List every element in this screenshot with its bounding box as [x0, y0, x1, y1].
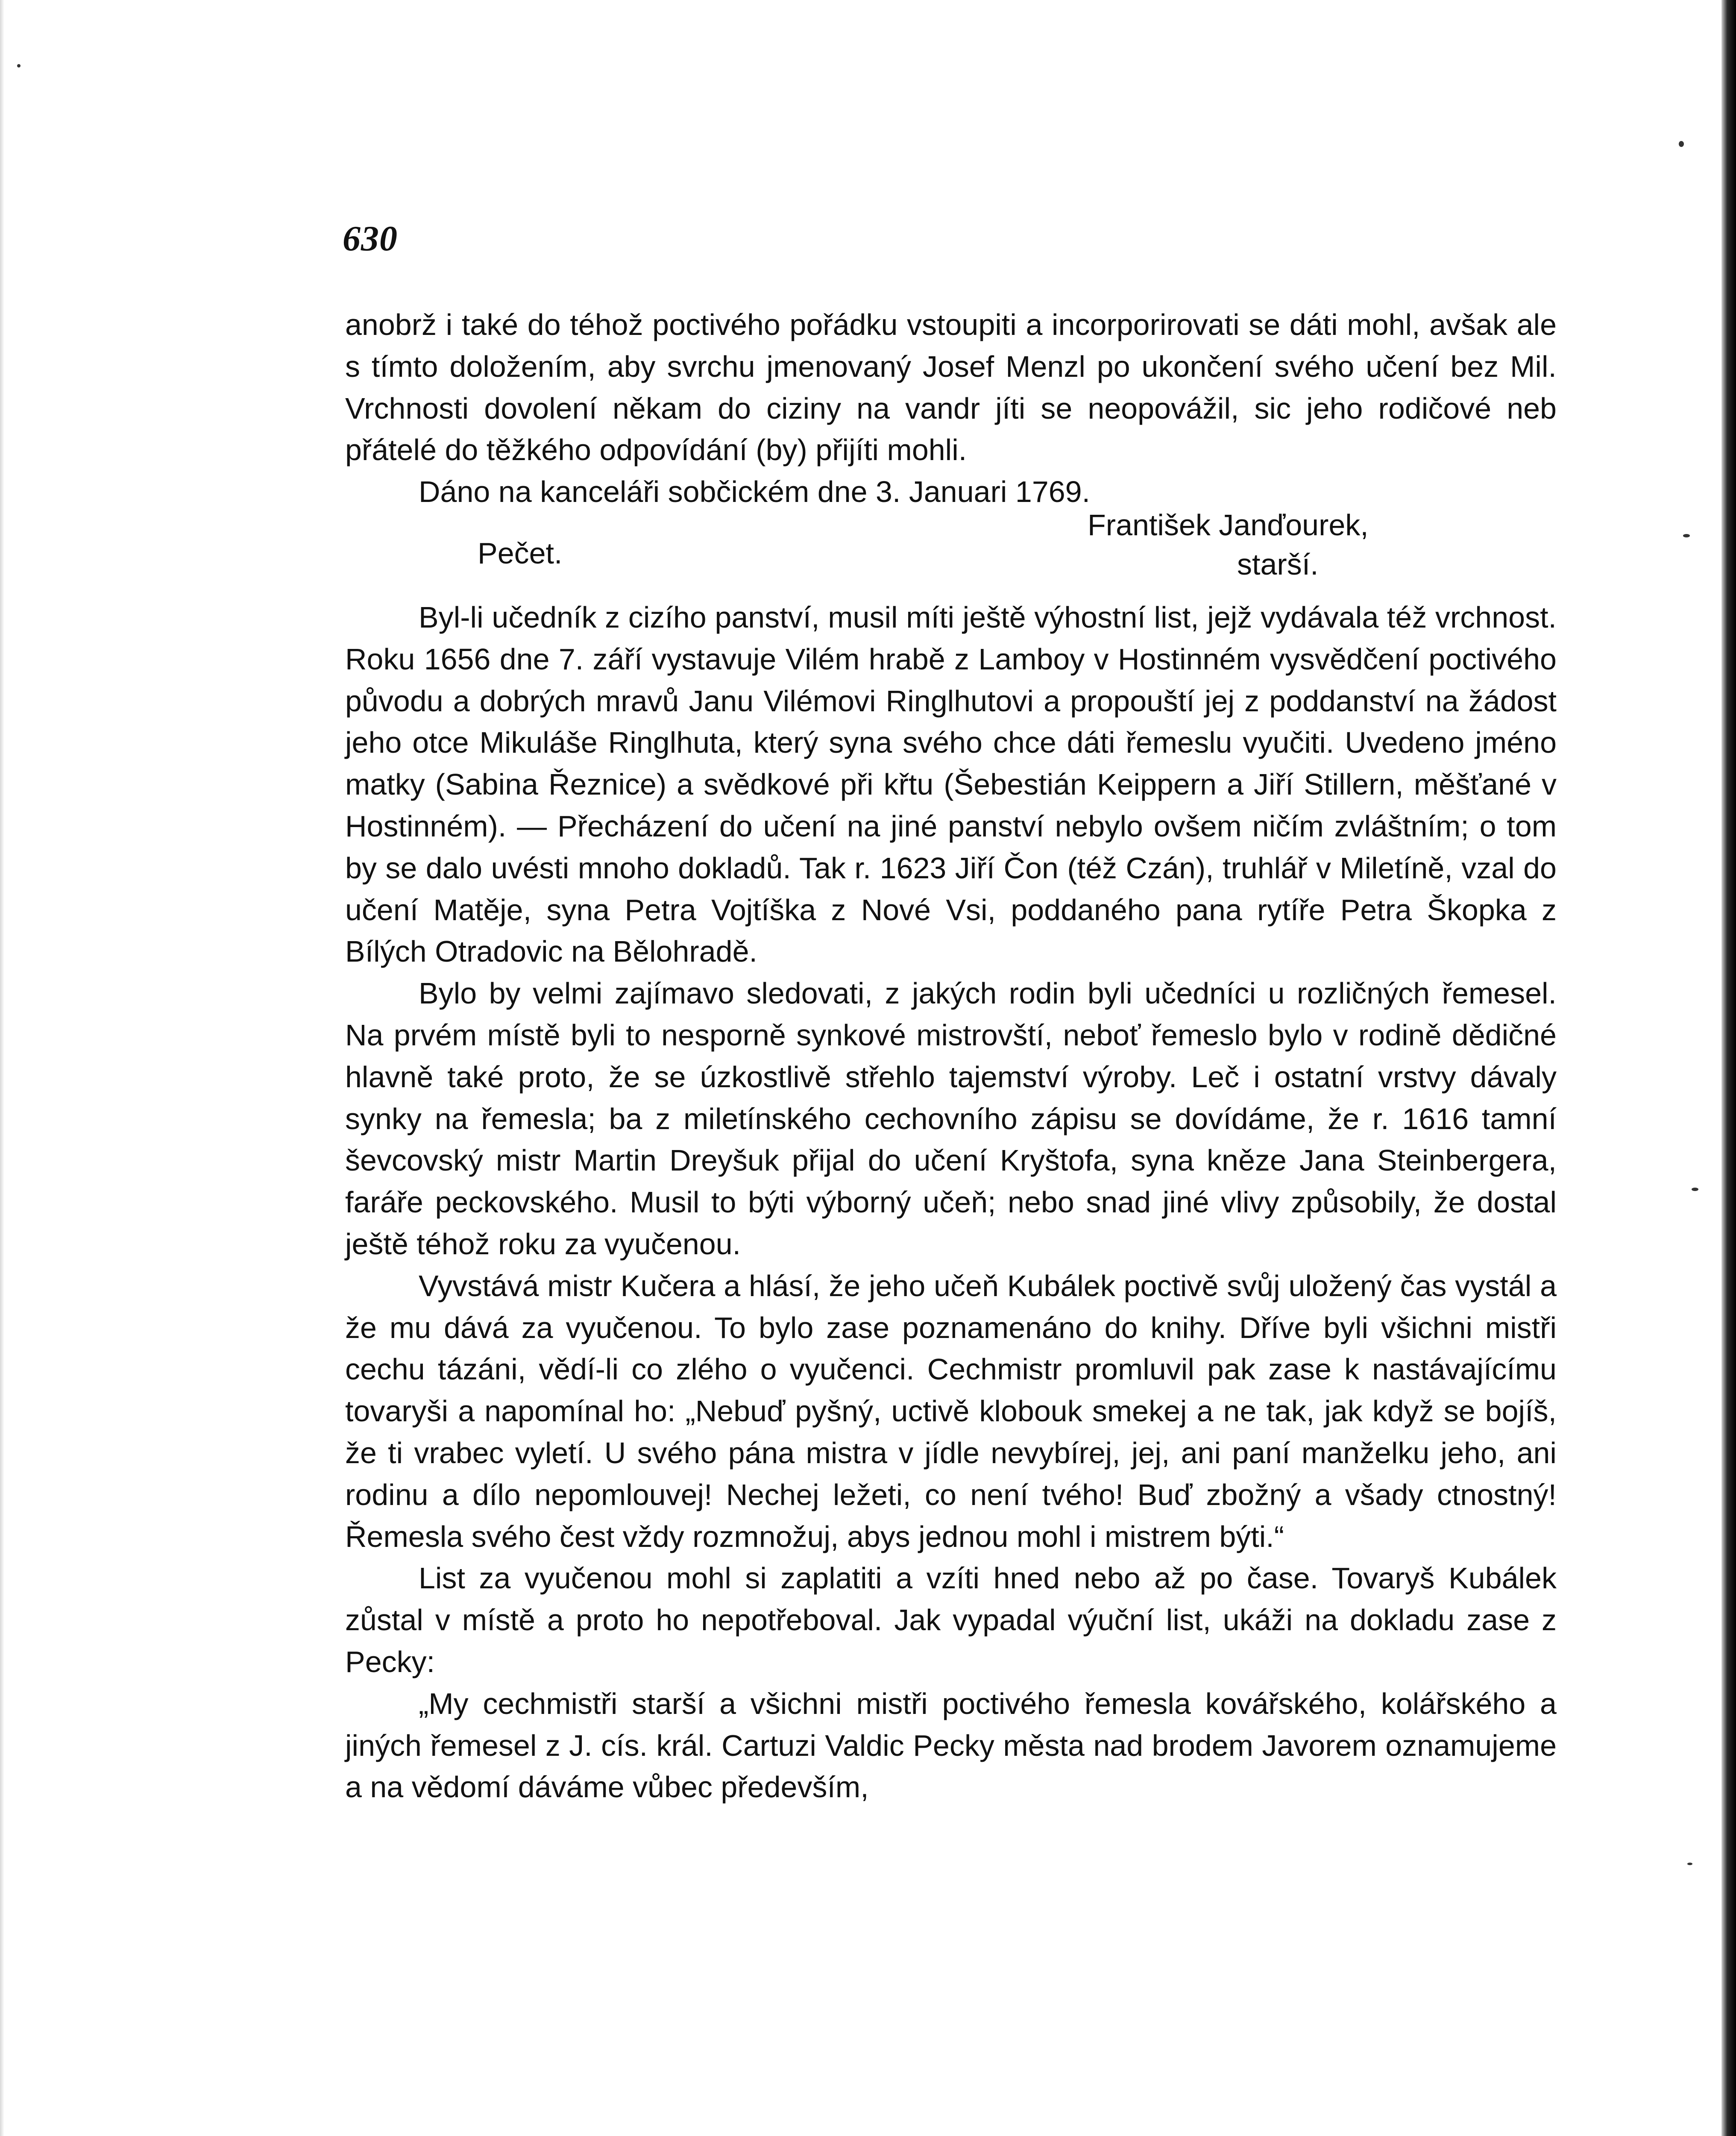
signatory-name: František Janďourek, — [1088, 508, 1369, 542]
seal-label: Pečet. — [478, 536, 563, 570]
scan-right-edge — [1721, 0, 1736, 2136]
paragraph-7: „My cechmistři starší a všichni mistři poctivého řemesla kovářského, kolářského a jiných řemesel z J. cís. král. Cartuzi Valdic Pecky města nad brodem Javorem oznamujeme a na vědomí dáváme vůbec především, — [345, 1687, 1557, 1804]
paragraph-4: Bylo by velmi zajímavo sledovati, z jakých rodin byli učedníci u rozličných řemesel. Na prvém místě byli to nesporně synkové mistrovští, neboť řemeslo bylo v rodině dědičné hlavně také proto, že se úzkostlivě střehlo tajemství výroby. Leč i ostatní vrstvy dávaly synky na řemesla; ba z miletínského cechovního zápisu se dovídáme, že r. 1616 tamní ševcovský mistr Martin Dreyšuk přijal do učení Kryštofa, syna kněze Jana Steinbergera, faráře peckovského. Musil to býti výborný učeň; nebo snad jiné vlivy způsobily, že dostal ještě téhož roku za vyučenou. — [345, 977, 1557, 1261]
scan-speck — [1679, 141, 1684, 147]
signature-block — [345, 508, 1557, 597]
scan-speck — [1687, 1863, 1692, 1865]
paragraph-6: List za vyučenou mohl si zaplatiti a vzíti hned nebo až po čase. Tovaryš Kubálek zůstal v místě a proto ho nepotřeboval. Jak vypadal výuční list, ukáži na dokladu zase z Pecky: — [345, 1561, 1557, 1678]
body-text — [345, 304, 1557, 1808]
paragraph-3: Byl-li učedník z cizího panství, musil míti ještě výhostní list, jejž vydávala též vrchnost. Roku 1656 dne 7. září vystavuje Vilém hrabě z Lamboy v Hostinném vysvědčení poctivého původu a dobrých mravů Janu Vilémovi Ringlhutovi a propouští jej z poddanství na žádost jeho otce Mikuláše Ringlhuta, který syna svého chce dáti řemeslu vyučiti. Uvedeno jméno matky (Sabina Řeznice) a svědkové při křtu (Šebestián Keippern a Jiří Stillern, měšťané v Hostinném). — Přecházení do učení na jiné panství nebylo ovšem ničím zvláštním; o tom by se dalo uvésti mnoho dokladů. Tak r. 1623 Jiří Čon (též Czán), truhlář v Miletíně, vzal do učení Matěje, syna Petra Vojtíška z Nové Vsi, poddaného pana rytíře Petra Škopka z Bílých Otradovic na Bělohradě. — [345, 600, 1557, 968]
scan-speck — [1683, 534, 1690, 537]
paragraph-1: anobrž i také do téhož poctivého pořádku vstoupiti a incorporirovati se dáti mohl, avšak ale s tímto doložením, aby svrchu jmenovaný Josef Menzl po ukončení svého učení bez Mil. Vrchnosti dovolení někam do ciziny na vandr jíti se neopovážil, sic jeho rodičové neb přátelé do těžkého odpovídání (by) přijíti mohli. — [345, 308, 1557, 467]
signatory-title: starší. — [1237, 547, 1319, 581]
paragraph-5: Vyvstává mistr Kučera a hlásí, že jeho učeň Kubálek poctivě svůj uložený čas vystál a že mu dává za vyučenou. To bylo zase poznamenáno do knihy. Dříve byli všichni mistři cechu tázáni, vědí-li co zlého o vyučenci. Cechmistr promluvil pak zase k nastávajícímu tovaryši a napomínal ho: „Nebuď pyšný, uctivě klobouk smekej a ne tak, jak když se bojíš, že ti vrabec vyletí. U svého pána mistra v jídle nevybírej, jej, ani paní manželku jeho, ani rodinu a dílo nepomlouvej! Nechej ležeti, co není tvého! Buď zbožný a všady ctnostný! Řemesla svého čest vždy rozmnožuj, abys jednou mohl i mistrem býti.“ — [345, 1269, 1557, 1553]
paragraph-2-date: Dáno na kanceláři sobčickém dne 3. Januari 1769. — [419, 475, 1091, 509]
scan-left-edge — [0, 0, 4, 2136]
page-number: 630 — [343, 219, 398, 258]
scan-speck — [1692, 1188, 1698, 1191]
scan-speck — [17, 64, 21, 67]
